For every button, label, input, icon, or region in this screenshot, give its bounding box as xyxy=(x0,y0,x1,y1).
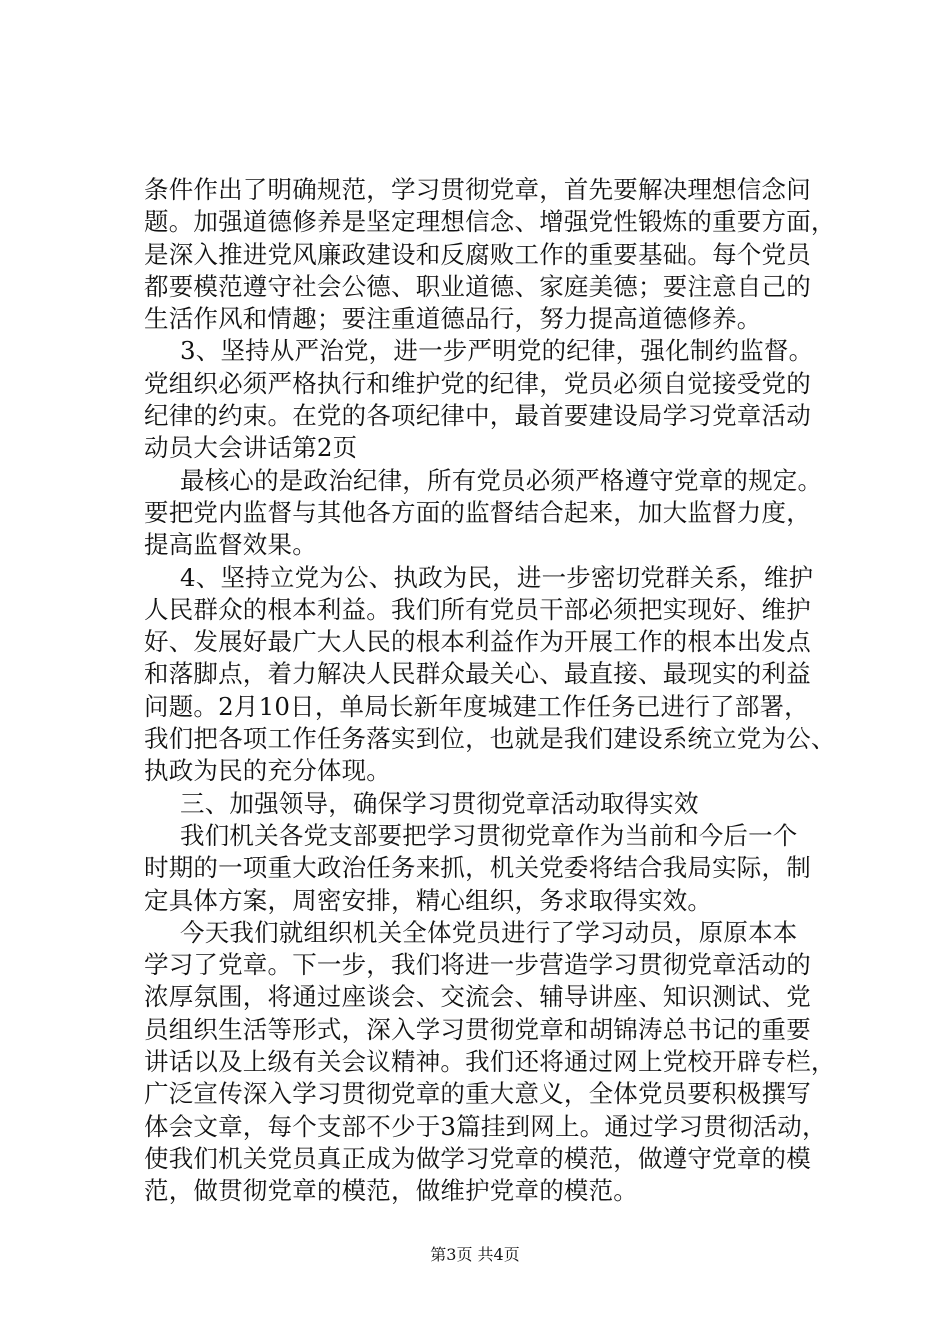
paragraph-line: 浓厚氛围，将通过座谈会、交流会、辅导讲座、知识测试、党 xyxy=(144,982,811,1012)
paragraph-line: 条件作出了明确规范，学习贯彻党章，首先要解决理想信念问 xyxy=(144,175,811,204)
paragraph-line: 党组织必须严格执行和维护党的纪律，党员必须自觉接受党的 xyxy=(144,368,811,398)
paragraph-line: 三、加强领导，确保学习贯彻党章活动取得实效 xyxy=(180,788,699,818)
paragraph-line: 好、发展好最广大人民的根本利益作为开展工作的根本出发点 xyxy=(144,627,811,657)
page-footer: 第3页 共4页 xyxy=(430,1245,520,1264)
paragraph-line: 生活作风和情趣；要注重道德品行，努力提高道德修养。 xyxy=(144,304,762,334)
paragraph-line: 体会文章，每个支部不少于3篇挂到网上。通过学习贯彻活动， xyxy=(144,1111,827,1141)
paragraph-line: 是深入推进党风廉政建设和反腐败工作的重要基础。每个党员 xyxy=(144,239,811,269)
paragraph-line: 范，做贯彻党章的模范，做维护党章的模范。 xyxy=(144,1176,638,1206)
paragraph-line: 题。加强道德修养是坚定理想信念、增强党性锻炼的重要方面， xyxy=(144,207,836,237)
paragraph-line: 我们机关各党支部要把学习贯彻党章作为当前和今后一个 xyxy=(180,820,798,850)
paragraph-line: 执政为民的充分体现。 xyxy=(144,756,391,786)
paragraph-line: 人民群众的根本利益。我们所有党员干部必须把实现好、维护 xyxy=(144,594,811,624)
paragraph-line: 动员大会讲话第2页 xyxy=(144,433,358,463)
paragraph-line: 定具体方案，周密安排，精心组织，务求取得实效。 xyxy=(144,885,713,915)
paragraph-line: 时期的一项重大政治任务来抓，机关党委将结合我局实际，制 xyxy=(144,853,811,883)
paragraph-line: 问题。2月10日，单局长新年度城建工作任务已进行了部署， xyxy=(144,691,809,721)
paragraph-line: 我们把各项工作任务落实到位，也就是我们建设系统立党为公、 xyxy=(144,724,836,754)
paragraph-line: 学习了党章。下一步，我们将进一步营造学习贯彻党章活动的 xyxy=(144,950,811,980)
paragraph-line: 纪律的约束。在党的各项纪律中，最首要建设局学习党章活动 xyxy=(144,401,811,431)
document-body xyxy=(144,174,844,1208)
paragraph-line: 3、坚持从严治党，进一步严明党的纪律，强化制约监督。 xyxy=(180,336,814,366)
paragraph-line: 员组织生活等形式，深入学习贯彻党章和胡锦涛总书记的重要 xyxy=(144,1014,811,1044)
paragraph-line: 讲话以及上级有关会议精神。我们还将通过网上党校开辟专栏， xyxy=(144,1047,836,1077)
paragraph-line: 都要模范遵守社会公德、职业道德、家庭美德；要注意自己的 xyxy=(144,271,811,301)
paragraph-line: 最核心的是政治纪律，所有党员必须严格遵守党章的规定。 xyxy=(180,465,823,495)
paragraph-line: 使我们机关党员真正成为做学习党章的模范，做遵守党章的模 xyxy=(144,1143,811,1173)
paragraph-line: 要把党内监督与其他各方面的监督结合起来，加大监督力度， xyxy=(144,497,811,527)
paragraph-line: 提高监督效果。 xyxy=(144,530,317,560)
paragraph-line: 广泛宣传深入学习贯彻党章的重大意义，全体党员要积极撰写 xyxy=(144,1079,811,1109)
paragraph-line: 4、坚持立党为公、执政为民，进一步密切党群关系，维护 xyxy=(180,562,814,592)
paragraph-line: 和落脚点，着力解决人民群众最关心、最直接、最现实的利益 xyxy=(144,659,811,689)
paragraph-line: 今天我们就组织机关全体党员进行了学习动员，原原本本 xyxy=(180,917,798,947)
